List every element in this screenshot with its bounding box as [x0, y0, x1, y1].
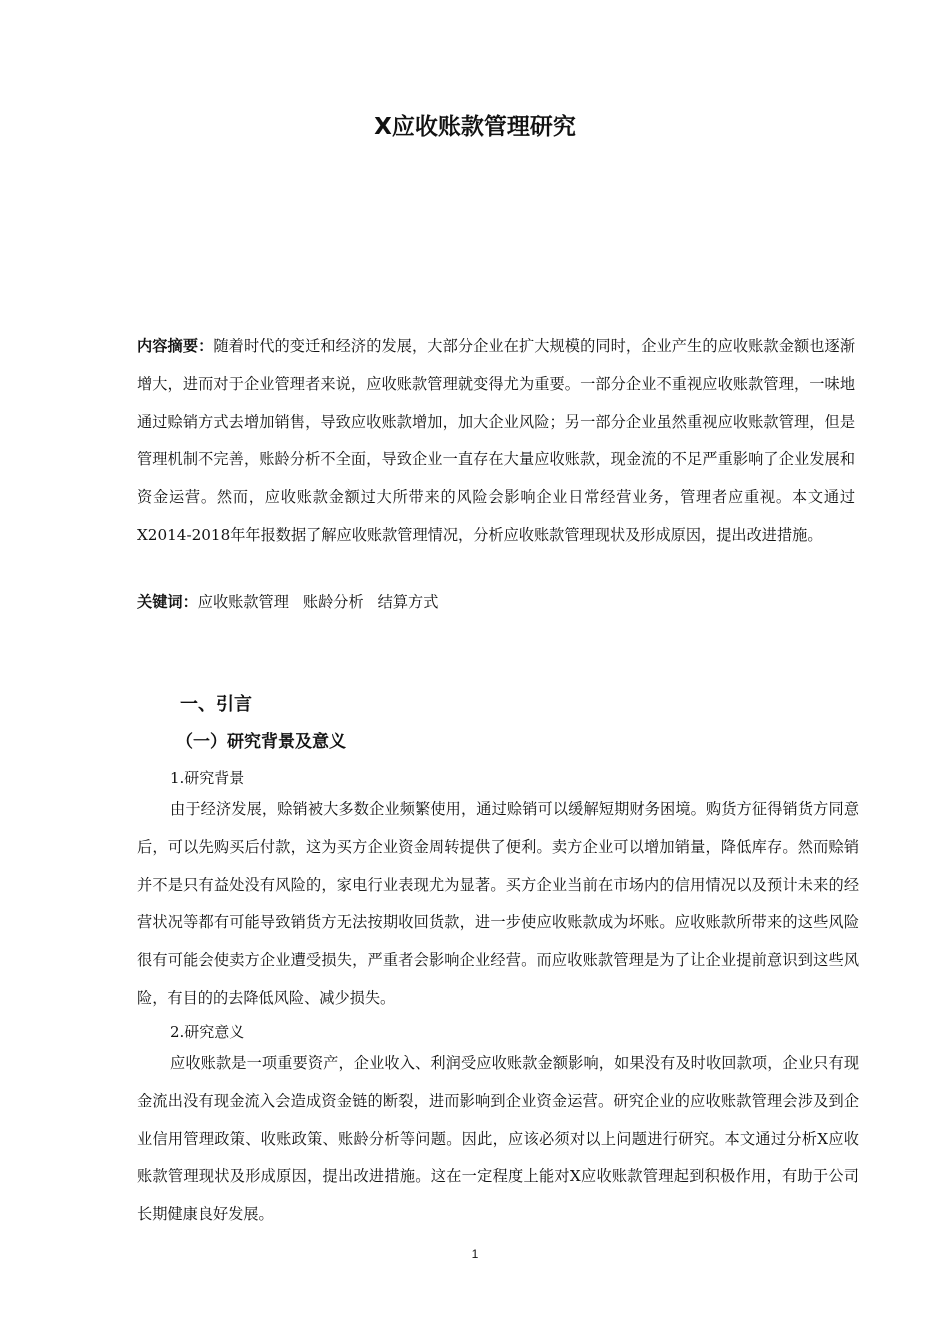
body-paragraph: 应收账款是一项重要资产，企业收入、利润受应收账款金额影响，如果没有及时收回款项，企业只有现金流出没有现金流入会造成资金链的断裂，进而影响到企业资金运营。研究企业的应收账款管理会涉及到企业信用管理政策、收账政策、账龄分析等问题。因此，应该必须对以上问题进行研究。本文通过分析X应收账款管理现状及形成原因，提出改进措施。这在一定程度上能对X应收账款管理起到积极作用，有助于公司长期健康良好发展。: [137, 1054, 859, 1224]
subsubsection-title: 2.研究意义: [170, 1023, 245, 1041]
keyword-item: 账龄分析: [302, 593, 364, 611]
abstract-label: 内容摘要：: [137, 337, 214, 355]
keywords-line: [137, 587, 452, 617]
subsubsection-title: 1.研究背景: [170, 769, 245, 787]
keywords-label: 关键词：: [137, 593, 198, 611]
page-number: 1: [471, 1247, 479, 1261]
keyword-item: 应收账款管理: [197, 593, 289, 611]
abstract-paragraph: [137, 328, 855, 555]
body-paragraph: 由于经济发展，赊销被大多数企业频繁使用，通过赊销可以缓解短期财务困境。购货方征得销货方同意后，可以先购买后付款，这为买方企业资金周转提供了便利。卖方企业可以增加销量，降低库存。然而赊销并不是只有益处没有风险的，家电行业表现尤为显著。买方企业当前在市场内的信用情况以及预计未来的经营状况等都有可能导致销货方无法按期收回货款，进一步使应收账款成为坏账。应收账款所带来的这些风险很有可能会使卖方企业遭受损失，严重者会影响企业经营。而应收账款管理是为了让企业提前意识到这些风险，有目的的去降低风险、减少损失。: [137, 800, 859, 1007]
subsection-heading: （一）研究背景及意义: [176, 732, 346, 752]
keyword-item: 结算方式: [377, 593, 439, 611]
document-title: X应收账款管理研究: [374, 114, 576, 140]
abstract-text: 随着时代的变迁和经济的发展，大部分企业在扩大规模的同时，企业产生的应收账款金额也逐渐增大，进而对于企业管理者来说，应收账款管理就变得尤为重要。一部分企业不重视应收账款管理，一味地通过赊销方式去增加销售，导致应收账款增加，加大企业风险；另一部分企业虽然重视应收账款管理，但是管理机制不完善，账龄分析不全面，导致企业一直存在大量应收账款，现金流的不足严重影响了企业发展和资金运营。然而，应收账款金额过大所带来的风险会影响企业日常经营业务，管理者应重视。本文通过X2014-2018年年报数据了解应收账款管理情况，分析应收账款管理现状及形成原因，提出改进措施。: [137, 337, 856, 544]
section-heading: 一、引言: [180, 694, 252, 715]
